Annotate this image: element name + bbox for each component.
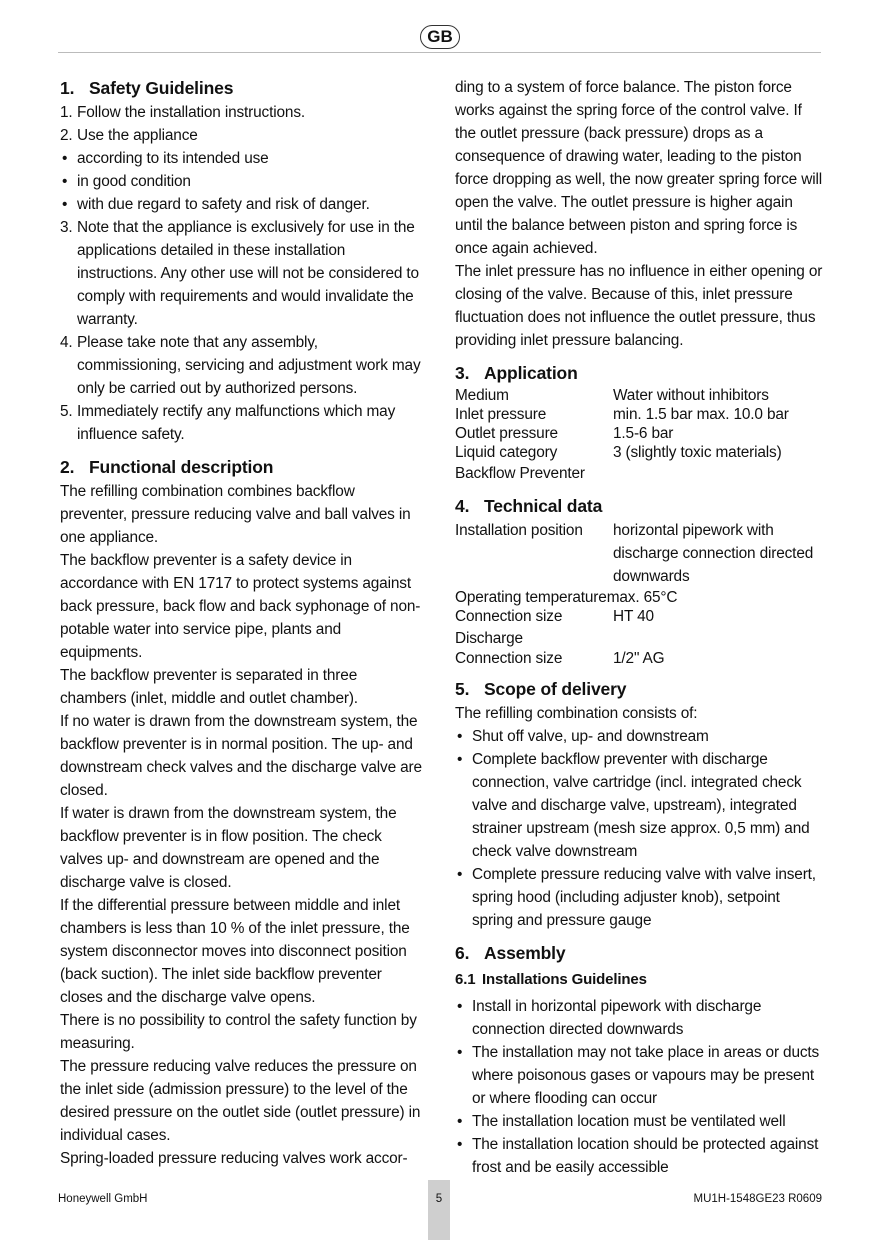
paragraph: The pressure reducing valve reduces the pressure on the inlet side (admission pressure) to the level of the desired pressure on the outlet side (outlet pressure) in individual cases. <box>60 1058 421 1144</box>
paragraph: The refilling combination combines backflow preventer, pressure reducing valve and ball valves in one appliance. <box>60 483 411 546</box>
right-column <box>455 76 823 1179</box>
spec-group-label: Discharge <box>455 630 523 647</box>
section-heading-functional: 2. Functional description <box>60 457 274 477</box>
list-item: 3. Note that the appliance is exclusively for use in the applications detailed in these installation instructions. Any other use will not be considered to comply with requirements and would invalidate the warranty. <box>60 219 419 328</box>
list-item: • according to its intended use <box>62 150 269 167</box>
list-item: 4. Please take note that any assembly, commissioning, servicing and adjustment work may only be carried out by authorized persons. <box>60 334 421 397</box>
section-heading-assembly: 6. Assembly <box>455 943 566 963</box>
spec-row: Liquid category 3 (slightly toxic materials) <box>455 444 782 461</box>
footer-company: Honeywell GmbH <box>58 1193 148 1205</box>
language-badge: GB <box>420 25 460 49</box>
list-item: 1. Follow the installation instructions. <box>60 104 305 121</box>
page-number: 5 <box>428 1180 450 1240</box>
header-divider <box>58 52 821 53</box>
spec-row: Connection size 1/2" AG <box>455 650 665 667</box>
paragraph: If no water is drawn from the downstream system, the backflow preventer is in normal position. The up- and downstream check valves and the discharge valve are closed. <box>60 713 422 799</box>
list-item: • in good condition <box>62 173 191 190</box>
safety-bullets <box>60 147 425 216</box>
list-item: • Install in horizontal pipework with discharge connection directed downwards <box>457 998 762 1038</box>
left-column <box>60 76 425 1170</box>
list-item: 2. Use the appliance <box>60 127 198 144</box>
paragraph: The backflow preventer is a safety device in accordance with EN 1717 to protect systems against back pressure, back flow and back syphonage of non-potable water into service pipe, plants and equipments. <box>60 552 421 661</box>
section-heading-application: 3. Application <box>455 363 578 383</box>
spec-row: Medium Water without inhibitors <box>455 387 769 404</box>
section-heading-safety: 1. Safety Guidelines <box>60 78 234 98</box>
spec-row: Installation position horizontal pipework with discharge connection directed downwards <box>455 522 814 585</box>
spec-note: Backflow Preventer <box>455 465 585 482</box>
paragraph: If water is drawn from the downstream system, the backflow preventer is in flow position. The check valves up- and downstream are opened and the discharge valve is closed. <box>60 805 397 891</box>
scope-bullets <box>455 725 823 932</box>
footer-document-reference: MU1H-1548GE23 R0609 <box>693 1193 822 1205</box>
paragraph: ding to a system of force balance. The piston force works against the spring force of the control valve. If the outlet pressure (back pressure) drops as a consequence of drawing water, leading to the piston force dropping as well, the now greater spring force will open the valve. The outlet pressure is higher again until the balance between piston and spring force is once again achieved. <box>455 79 822 257</box>
list-item: • The installation may not take place in areas or ducts where poisonous gases or vapours may be present or where flooding can occur <box>457 1044 820 1107</box>
list-item: • Complete backflow preventer with discharge connection, valve cartridge (incl. integrated check valve and discharge valve, upstream), integrated strainer upstream (mesh size approx. 0,5 mm) and check valve downstream <box>457 751 810 860</box>
paragraph: If the differential pressure between middle and inlet chambers is less than 10 % of the inlet pressure, the system disconnector moves into disconnect position (back suction). The inlet side backflow preventer closes and the discharge valve opens. <box>60 897 410 1006</box>
paragraph: The refilling combination consists of: <box>455 705 698 722</box>
spec-row: Outlet pressure 1.5-6 bar <box>455 425 674 442</box>
list-item: • The installation location must be ventilated well <box>457 1113 786 1130</box>
spec-row: Inlet pressure min. 1.5 bar max. 10.0 bar <box>455 406 789 423</box>
list-item: • Complete pressure reducing valve with valve insert, spring hood (including adjuster knob), setpoint spring and pressure gauge <box>457 866 816 929</box>
subsection-heading-installation: 6.1 Installations Guidelines <box>455 971 647 988</box>
paragraph: The backflow preventer is separated in three chambers (inlet, middle and outlet chamber). <box>60 667 358 707</box>
section-heading-technical: 4. Technical data <box>455 496 603 516</box>
list-item: • with due regard to safety and risk of danger. <box>62 196 370 213</box>
paragraph: Spring-loaded pressure reducing valves work accor- <box>60 1150 408 1167</box>
spec-row: Connection size HT 40 <box>455 608 654 625</box>
safety-list <box>60 101 425 147</box>
paragraph: The inlet pressure has no influence in either opening or closing of the valve. Because of this, inlet pressure fluctuation does not influence the outlet pressure, thus providing inlet pressure balancing. <box>455 263 823 349</box>
safety-list-continued <box>60 216 425 446</box>
section-heading-scope: 5. Scope of delivery <box>455 679 627 699</box>
paragraph: There is no possibility to control the safety function by measuring. <box>60 1012 417 1052</box>
installation-bullets <box>455 995 823 1179</box>
list-item: • Shut off valve, up- and downstream <box>457 728 709 745</box>
list-item: • The installation location should be protected against frost and be easily accessible <box>457 1136 819 1176</box>
spec-row: Operating temperature max. 65°C <box>455 589 678 606</box>
list-item: 5. Immediately rectify any malfunctions which may influence safety. <box>60 403 396 443</box>
